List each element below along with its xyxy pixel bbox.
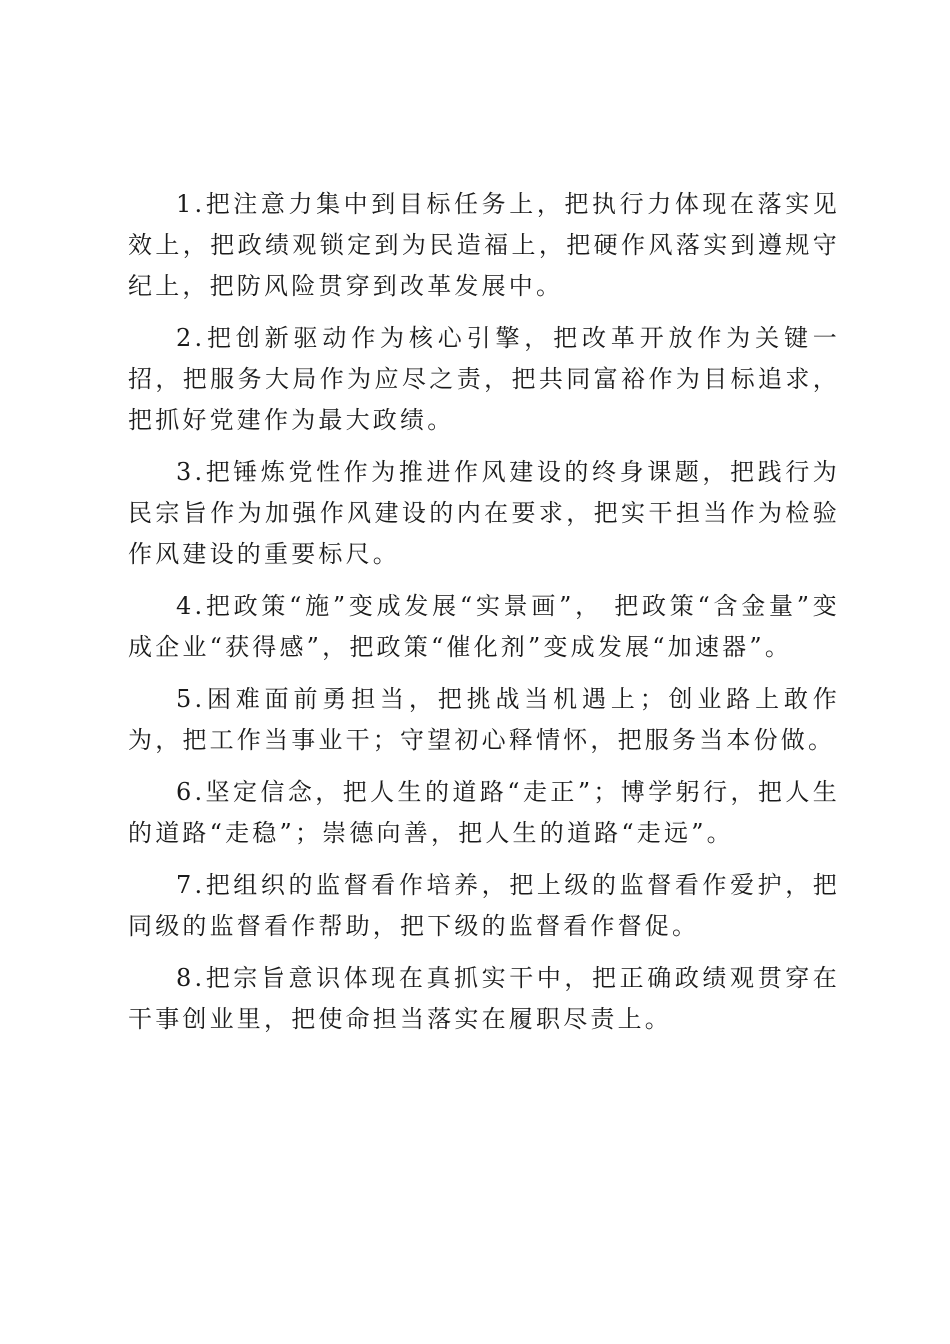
paragraph-3: 3.把锤炼党性作为推进作风建设的终身课题，把践行为民宗旨作为加强作风建设的内在要求，把实干担当作为检验作风建设的重要标尺。 <box>128 458 840 568</box>
paragraph-7: 7.把组织的监督看作培养，把上级的监督看作爱护，把同级的监督看作帮助，把下级的监督看作督促。 <box>128 871 840 940</box>
paragraph-4: 4.把政策“施”变成发展“实景画”， 把政策“含金量”变成企业“获得感”，把政策“催化剂”变成发展“加速器”。 <box>128 592 840 661</box>
paragraph-6: 6.坚定信念，把人生的道路“走正”；博学躬行，把人生的道路“走稳”；崇德向善，把人生的道路“走远”。 <box>128 778 840 847</box>
paragraph-2: 2.把创新驱动作为核心引擎，把改革开放作为关键一招，把服务大局作为应尽之责，把共同富裕作为目标追求，把抓好党建作为最大政绩。 <box>128 324 840 434</box>
paragraph-5: 5.困难面前勇担当，把挑战当机遇上；创业路上敢作为，把工作当事业干；守望初心释情怀，把服务当本份做。 <box>128 685 840 754</box>
paragraph-1: 1.把注意力集中到目标任务上，把执行力体现在落实见效上，把政绩观锁定到为民造福上，把硬作风落实到遵规守纪上，把防风险贯穿到改革发展中。 <box>128 190 840 300</box>
document-body <box>128 184 840 1051</box>
paragraph-8: 8.把宗旨意识体现在真抓实干中，把正确政绩观贯穿在干事创业里，把使命担当落实在履职尽责上。 <box>128 964 840 1033</box>
